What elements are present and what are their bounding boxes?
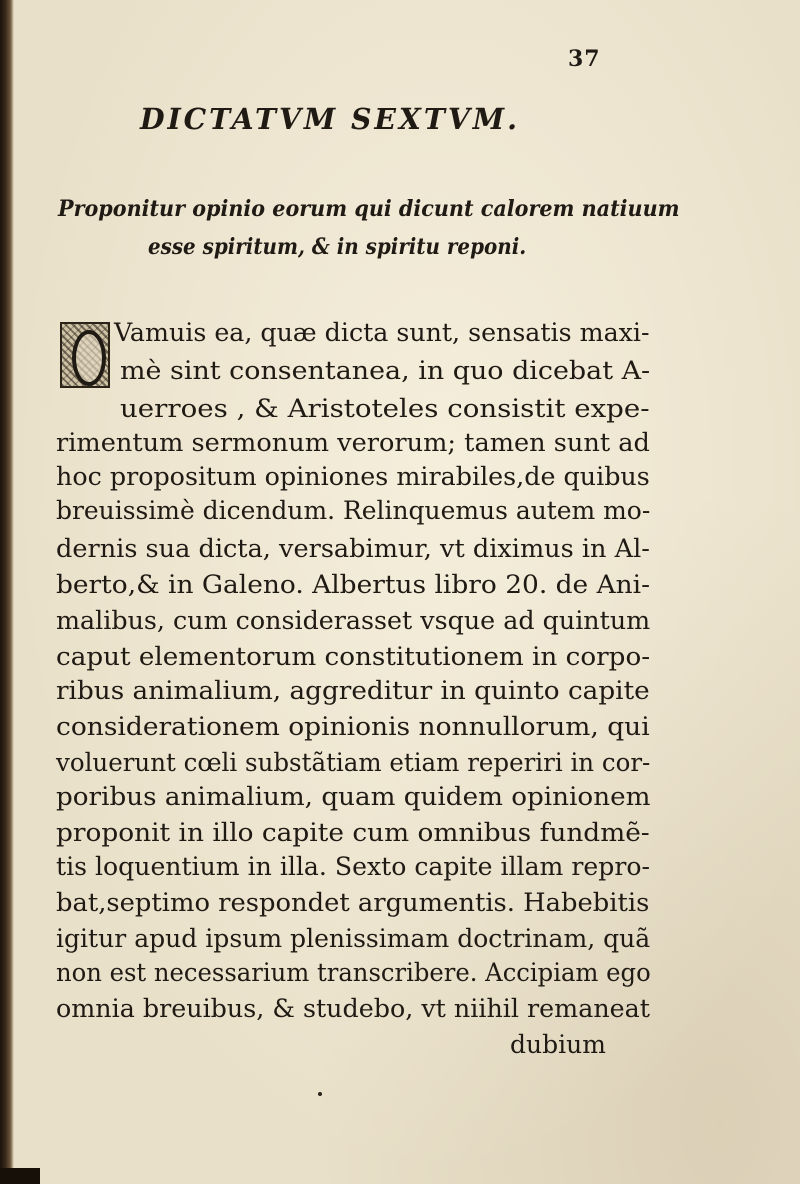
body-line-19: non est necessarium transcribere. Accipiam ego — [56, 958, 651, 987]
body-line-11: ribus animalium, aggreditur in quinto capite — [56, 676, 650, 705]
body-line-5: hoc propositum opiniones mirabiles,de quibus — [56, 462, 650, 491]
body-line-18: igitur apud ipsum plenissimam doctrinam, quã — [56, 924, 651, 953]
initial-letter-shape — [72, 330, 106, 386]
body-line-16: tis loquentium in illa. Sexto capite illam repro- — [56, 852, 650, 881]
chapter-subtitle-line-2: esse spiritum, & in spiritu reponi. — [148, 234, 527, 260]
body-line-6: breuissimè dicendum. Relinquemus autem mo- — [56, 496, 651, 525]
catchword: dubium — [510, 1030, 606, 1059]
body-line-12: considerationem opinionis nonnullorum, qui — [56, 712, 650, 741]
body-line-20: omnia breuibus, & studebo, vt niihil remaneat — [56, 994, 650, 1023]
body-line-9: malibus, cum considerasset vsque ad quintum — [56, 606, 651, 635]
chapter-subtitle-line-1: Proponitur opinio eorum qui dicunt calorem natiuum — [58, 196, 680, 222]
body-line-8: berto,& in Galeno. Albertus libro 20. de Ani- — [56, 570, 651, 599]
body-line-17: bat,septimo respondet argumentis. Habebitis — [56, 888, 650, 917]
page-number: 37 — [568, 46, 601, 72]
body-line-4: rimentum sermonum verorum; tamen sunt ad — [56, 428, 650, 457]
body-line-7: dernis sua dicta, versabimur, vt diximus in Al- — [56, 534, 650, 563]
body-line-1: Vamuis ea, quæ dicta sunt, sensatis maxi- — [114, 318, 650, 347]
decorated-initial-q — [60, 322, 110, 388]
book-binding-edge — [0, 0, 14, 1184]
body-line-14: poribus animalium, quam quidem opinionem — [56, 782, 651, 811]
body-line-3: uerroes , & Aristoteles consistit expe- — [120, 394, 650, 423]
body-line-10: caput elementorum constitutionem in corpo- — [56, 642, 651, 671]
body-line-13: voluerunt cœli substãtiam etiam reperiri in cor- — [56, 748, 651, 777]
ink-dot — [318, 1092, 322, 1096]
body-line-2: mè sint consentanea, in quo dicebat A- — [120, 356, 651, 385]
chapter-heading: DICTATVM SEXTVM. — [140, 102, 520, 136]
binding-corner — [0, 1168, 40, 1184]
body-line-15: proponit in illo capite cum omnibus fundmẽ- — [56, 818, 650, 847]
